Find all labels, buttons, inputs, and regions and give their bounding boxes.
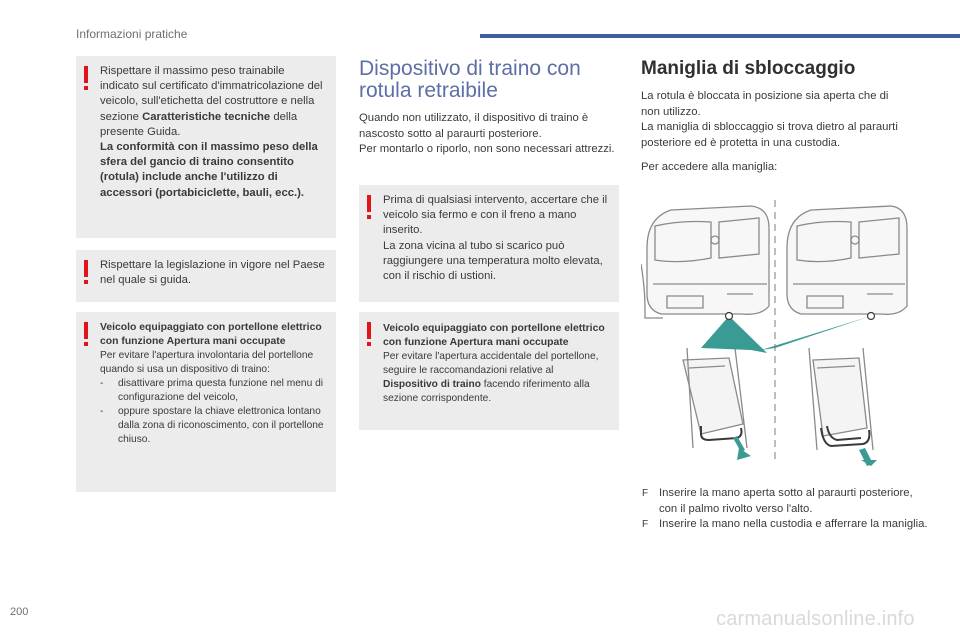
instruction-list: [641, 486, 931, 533]
warning-icon: [84, 322, 88, 339]
list-item: - disattivare prima questa funzione nel menu di configurazione del veicolo,: [100, 378, 323, 403]
list-item: F Inserire la mano nella custodia e afferrare la maniglia.: [641, 517, 931, 533]
note-bold-section: Caratteristiche tecniche: [142, 110, 271, 123]
warning-note-towing-weight: [76, 56, 336, 238]
warning-icon: [84, 260, 88, 277]
note-text: La zona vicina al tubo si scarico può raggiungere una temperatura molto elevata, con il rischio di ustioni.: [383, 239, 603, 283]
release-handle-illustration: [641, 198, 909, 466]
header-title: Informazioni pratiche: [76, 27, 188, 41]
warning-note-handbrake: [359, 185, 619, 302]
warning-icon: [84, 66, 88, 83]
list-item: F Inserire la mano aperta sotto al paraurti posteriore, con il palmo rivolto verso l'alto.: [642, 487, 913, 515]
note-text: Per evitare l'apertura accidentale del portellone, seguire le raccomandazioni relative al: [383, 351, 599, 376]
warning-icon: [367, 322, 371, 339]
paragraph: La maniglia di sbloccaggio si trova dietro al paraurti posteriore ed è protetta in una custodia.: [641, 121, 898, 149]
release-handle-text: [641, 89, 909, 176]
warning-note-tailgate: [76, 312, 336, 492]
list-item: - oppure spostare la chiave elettronica lontano dalla zona di riconoscimento, con il portellone chiuso.: [100, 406, 324, 445]
note-text: Rispettare il massimo peso trainabile indicato sul certificato d'immatricolazione del veicolo, sull'etichetta del costruttore e nella sezione: [100, 65, 323, 123]
warning-note-tailgate-2: [359, 312, 619, 430]
warning-icon: [367, 195, 371, 212]
watermark: carmanualsonline.info: [716, 608, 915, 630]
note-bold-paragraph: La conformità con il massimo peso della sfera del gancio di traino consentito (rotula) include anche l'utilizzo di accessori (portabiciclette, bauli, ecc.).: [100, 141, 318, 199]
note-text: Rispettare la legislazione in vigore nel Paese nel quale si guida.: [100, 259, 325, 287]
note-text-end: facendo riferimento alla sezione corrispondente.: [383, 379, 590, 404]
page-number: 200: [10, 606, 29, 618]
note-heading: Veicolo equipaggiato con portellone elettrico con funzione Apertura mani occupate: [383, 323, 605, 348]
note-text-end: della presente Guida.: [100, 110, 298, 138]
paragraph: La rotula è bloccata in posizione sia aperta che di non utilizzo.: [641, 90, 889, 118]
note-text: Prima di qualsiasi intervento, accertare che il veicolo sia fermo e con il freno a mano inserito.: [383, 194, 608, 237]
note-bold: Dispositivo di traino: [383, 379, 481, 390]
figure-svg: [641, 198, 909, 466]
bullet-arrow-icon: F: [642, 488, 649, 499]
header-rule: [480, 34, 960, 38]
paragraph: Per accedere alla maniglia:: [641, 161, 778, 173]
section-title-release-handle: Maniglia di sbloccaggio: [641, 58, 856, 79]
note-intro: Per evitare l'apertura involontaria del portellone quando si usa un dispositivo di traino:: [100, 350, 314, 375]
paragraph: Per montarlo o riporlo, non sono necessari attrezzi.: [359, 143, 615, 155]
paragraph: Quando non utilizzato, il dispositivo di traino è nascosto sotto al paraurti posteriore.: [359, 112, 589, 140]
bullet-arrow-icon: F: [642, 519, 649, 530]
warning-note-legislation: [76, 250, 336, 302]
section-title-towing-device: Dispositivo di traino con rotula retraibile: [359, 57, 581, 102]
note-heading: Veicolo equipaggiato con portellone elettrico con funzione Apertura mani occupate: [100, 322, 322, 347]
towing-intro-text: [359, 111, 621, 158]
